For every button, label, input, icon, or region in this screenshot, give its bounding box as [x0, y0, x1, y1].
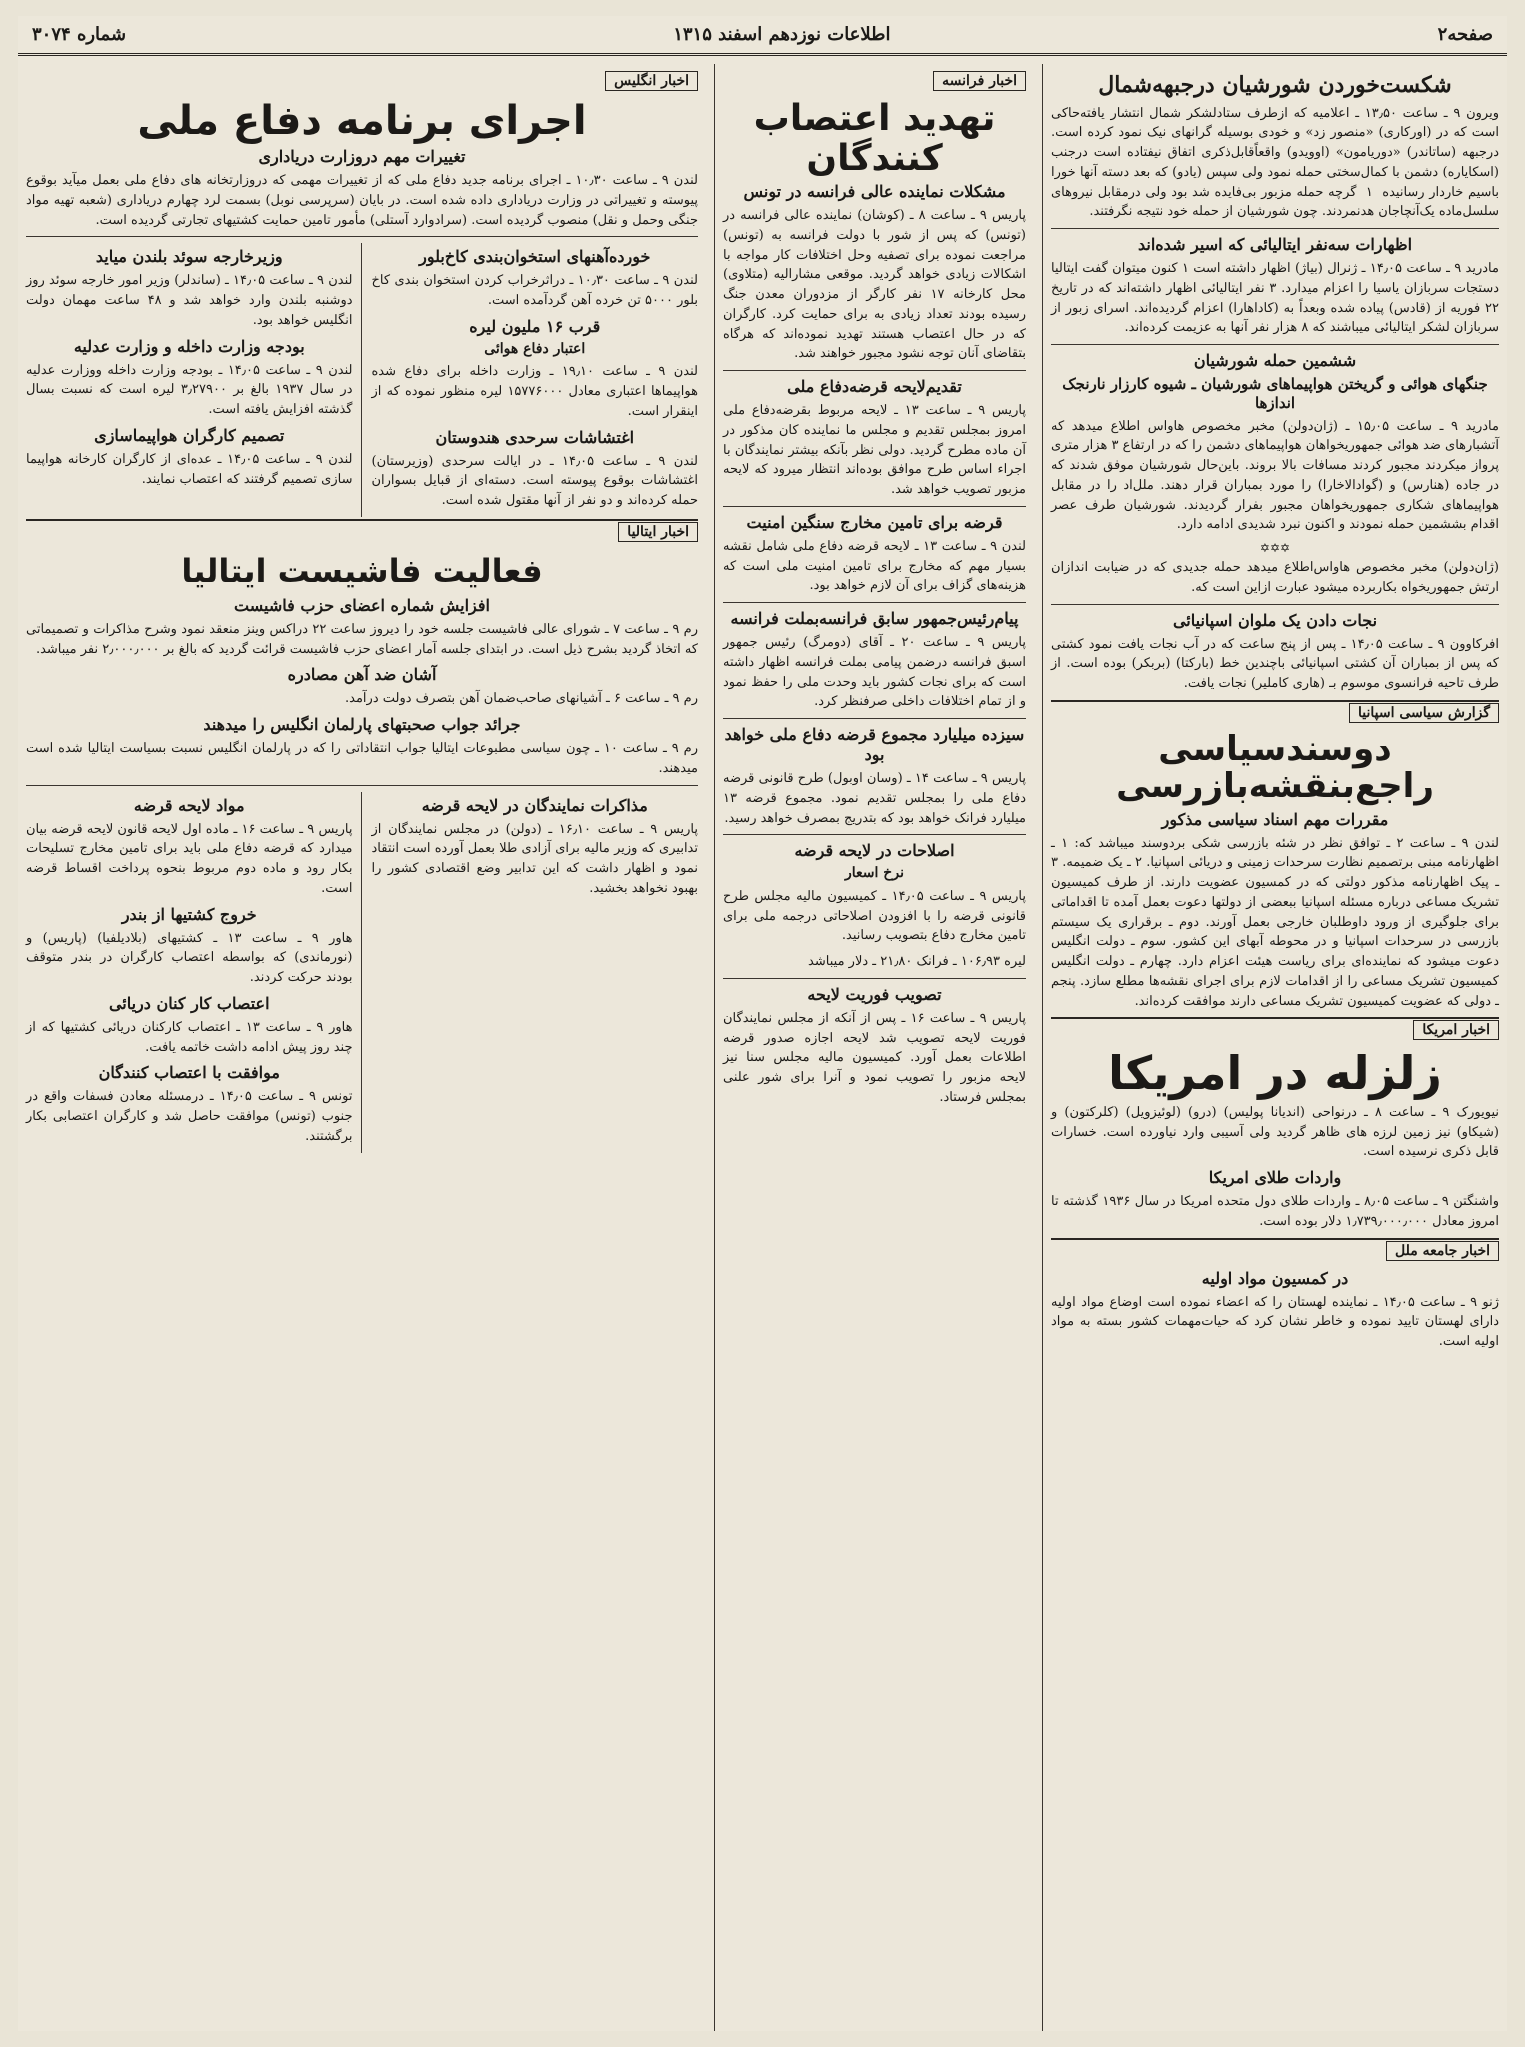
subhead-air-defense: اعتبار دفاع هوائی	[484, 340, 586, 357]
subhead-exchange-rates: نرخ اسعار	[845, 865, 904, 882]
headline-sixteen-million: قرب ۱۶ ملیون لیره	[469, 316, 601, 336]
headline-aircraft-workers: تصمیم کارگران هواپیماسازی	[94, 425, 285, 445]
article-defense-loan: پاریس ۹ ـ ساعت ۱۳ ـ لایحه مربوط بقرضه‌دفاع ملی امروز بمجلس تقدیم و مجلس ما نماینده کان مذکور در آن ماده مطرح گردید. دولی نظر بآنکه بیشتر نمایندگان با اجراء اساس طرح موافق بوده‌اند انتظار میرود که لایحه مزبور تصویب خواهد شد.	[723, 403, 1026, 498]
bottom-subcolumn-right	[372, 792, 699, 1153]
exchange-rates: لیره ۱۰۶٫۹۳ ـ فرانک ۲۱٫۸۰ ـ دلار میباشد	[808, 954, 1026, 970]
section-tag-france: اخبار فرانسه	[933, 71, 1026, 91]
article-urgency-approval: پاریس ۹ ـ ساعت ۱۶ ـ پس از آنکه از مجلس نمایندگان فوریت لایحه تصویب شد لایحه اجازه صدور قرضه اطلاعات بعمل آورد. کمیسیون مالیه مجلس سنا نیز لایحه مزبور را تصویب نمود و آنرا برای شور علنی بمجلس فرستاد.	[723, 1010, 1026, 1105]
article-budget: لندن ۹ ـ ساعت ۱۴٫۰۵ ـ بودجه وزارت داخله ووزارت عدلیه در سال ۱۹۳۷ بالغ بر ۳٫۲۷۹۰۰ لیره است که نسبت بسال گذشته افزایش یافته است.	[26, 362, 353, 417]
headline-budget: بودجه وزارت داخله و وزارت عدلیه	[73, 336, 305, 356]
subhead-tunis: مشکلات نماینده عالی فرانسه در تونس	[743, 182, 1006, 202]
headline-defense-loan: تقدیم‌لایحه قرضه‌دفاع ملی	[787, 377, 962, 397]
masthead	[18, 16, 1507, 56]
headline-gold-imports: واردات طلای امریکا	[1208, 1168, 1342, 1188]
subcolumn-right	[372, 243, 699, 517]
headline-fascist-activity: فعالیت فاشیست ایتالیا	[181, 551, 543, 590]
headline-swedish-minister: وزیرخارجه سوئد بلندن میاید	[95, 247, 283, 267]
newspaper-page	[18, 16, 1507, 2031]
column-left	[18, 64, 706, 2031]
article-defense-program: لندن ۹ ـ ساعت ۱۰٫۳۰ ـ اجرای برنامه جدید دفاع ملی که از تغییرات مهمی که دروزارتخانه های دفاع ملی بعمل میآید بوقوع پیوسته و تغییراتی در وزارت دریاداری داده شده است. در بایان (سرپرسی نوبل) بسمت لرد چهارم دریاداری (شعبه تهیه مواد جنگی وحمل و نقل) منصوب گردیده است. (سرادوارد آستلی) مأمور تامین حمایت کشتیهای تجارتی گردیده است.	[26, 173, 698, 228]
headline-thirteen-billion: سیزده میلیارد مجموع قرضه دفاع ملی خواهد بود	[724, 725, 1025, 765]
two-column-block	[26, 243, 698, 517]
article-security-loan: لندن ۹ ـ ساعت ۱۳ ـ لایحه قرضه دفاع ملی شامل نقشه بسیار مهم که مخارج برای تامین امنیت ملی است که هزینه‌های گزاف برای آن لازم خواهد بود.	[723, 538, 1026, 594]
article-air-defense: لندن ۹ ـ ساعت ۱۹٫۱۰ ـ وزارت داخله برای دفاع شده هواپیماها اعتباری معادل ۱۵۷۷۶۰۰۰ لیره منظور نموده که از اینقرار است.	[371, 364, 699, 419]
headline-security-loan: قرضه برای تامین مخارج سنگین امنیت	[746, 512, 1003, 532]
headline-raw-materials: در کمسیون مواد اولیه	[1201, 1268, 1349, 1288]
subcolumn-left	[26, 243, 362, 517]
bottom-two-column-block	[26, 792, 698, 1153]
section-tag-america: اخبار امریکا	[1413, 1020, 1499, 1040]
column-middle	[714, 64, 1034, 2031]
article-two-documents: لندن ۹ ـ ساعت ۲ ـ توافق نظر در شئه بازرسی شکی بردوسند میباشد که: ۱ ـ اظهارنامه مبنی برتصمیم نظارت سرحدات زمینی و دریائی اسپانیا. ۲ ـ یک ضمیمه. ۳ ـ پیک اظهارنامه مذکور دولتی که در کمسیون عضویت دارند. از طرف کمیسیون تشریک مساعی درباره مسئله اسپانیا ببعضی از دولتها دعوت بعمل آمده تا اقداماتی برای جلوگیری از ورود داوطلبان خارجی بعمل آورند. دوم ـ برقراری یک سیستم بازرسی در سرحدات اسپانیا و در محوطه آبهای این کشور. سوم ـ دولت انگلیس دعوت میشود که نماینده‌ای برای ریاست هیئت اعزام دارد. چهارم ـ دولت انگلیس کمیسیون تشریک مساعی را از اقدامات لازم برای اجرای نقشه‌ها مطلع سازد. پنجم ـ دولی که عضویت کمیسیون تشریک مساعی دارند موافقت کرده‌اند.	[1051, 835, 1499, 1009]
article-thirteen-billion: پاریس ۹ ـ ساعت ۱۴ ـ (وسان اوبول) طرح قانونی قرضه دفاع ملی را بمجلس تقدیم نمود. مجموع قرضه ۱۳ میلیارد فرانک خواهد بود که بتدریج بمصرف خواهد رسید.	[723, 771, 1026, 826]
headline-rebels-defeat: شکست‌خوردن شورشیان درجبهه‌شمال	[1098, 72, 1452, 98]
section-tag-league: اخبار جامعه ملل	[1386, 1241, 1499, 1261]
section-tag-spain: گزارش سیاسی اسپانیا	[1349, 703, 1499, 723]
headline-urgency-approval: تصویب فوریت لایحه	[807, 984, 942, 1004]
article-sailors-strike: هاور ۹ ـ ساعت ۱۳ ـ اعتصاب کارکنان دریائی کشتیها که از چند روز پیش ادامه داشت خاتمه یافت.	[26, 1019, 353, 1055]
bottom-subcolumn-left	[26, 792, 362, 1153]
column-right	[1042, 64, 1507, 2031]
headline-agreement-strikers: موافقت با اعتصاب کنندگان	[98, 1063, 280, 1083]
headline-italian-prisoners: اظهارات سه‌نفر ایتالیائی که اسیر شده‌اند	[1137, 235, 1413, 254]
separator-stars: ✡✡✡	[1259, 541, 1291, 555]
article-loan-negotiations: پاریس ۹ ـ ساعت ۱۶٫۱۰ ـ (دولن) در مجلس نمایندگان از تدابیری که وزیر مالیه برای آزادی طلا بعمل آورده است انتقاد نمود و اظهار داشت که این تدابیر وضع اقتصادی کشور را بهبود نخواهد بخشید.	[371, 821, 698, 896]
section-tag-england: اخبار انگلیس	[605, 71, 698, 91]
subhead-party-members: افزایش شماره اعضای حزب فاشیست	[234, 595, 490, 615]
headline-crystal-palace: خورده‌آهنهای استخوان‌بندی کاخ‌بلور	[419, 247, 651, 267]
headline-defense-program: اجرای برنامه دفاع ملی	[137, 98, 587, 144]
article-aircraft-workers: لندن ۹ ـ ساعت ۱۴٫۰۵ ـ عده‌ای از کارگران کارخانه هواپیما سازی تصمیم گرفتند که اعتصاب نمایند.	[26, 451, 353, 487]
issue-number: شماره ۳۰۷۴	[32, 24, 127, 45]
article-loan-amendments: پاریس ۹ ـ ساعت ۱۴٫۰۵ ـ کمیسیون مالیه مجلس طرح قانونی قرضه را با افزودن اصلاحاتی درجمه ملی برای تامین مخارج دفاع بتصویب رسانید.	[723, 888, 1026, 944]
article-rebels-defeat: ویرون ۹ ـ ساعت ۱۳٫۵۰ ـ اعلامیه که ازطرف ستادلشکر شمال انتشار یافته‌حاکی است که در (اورکاری) «منصور زد» و خودی بوسیله گرانهای نیک نمود کرده است. درجبهه (ساتاندر) «دوریامون» (اوویدو) واقعاًقابل‌ذکری اتفاق نیفتاده است درجنب (اسکایاره) دشمن با کمال‌سختی حمله نمود ولی سپس (یادو) که بعد دسته آنها خورا باسیم خاردار رسانیده ‌ ۱ ‌ گرچه حمله مزبور بی‌فایده شد بود ولی در‌مقابل نیروهای سلسل‌ماده یک‌آنچاجان هدنمردند. چون شورشیان از حمله خود نتیجه نگرفتند.	[1051, 105, 1499, 220]
article-raw-materials: ژنو ۹ ـ ساعت ۱۴٫۰۵ ـ نماینده لهستان را که اعضاء نموده است اوضاع مواد اولیه دارای لهستان تایید نموده و خاطر نشان کرد که حیات‌مهمات کشور بسته به مواد اولیه است.	[1051, 1294, 1499, 1350]
headline-loan-articles: مواد لایحه قرضه	[133, 795, 245, 815]
headline-two-documents: دوسندسیاسی راجع‌بنقشه‌بازرسی	[1116, 728, 1434, 807]
article-india-border: لندن ۹ ـ ساعت ۱۴٫۰۵ ـ در ایالت سرحدی (وزیرستان) اغتشاشات بوقوع پیوسته است. دسته‌ای از قبایل بسواران حمله کرده‌اند و دو نفر از آنها مقتول شده است.	[371, 453, 698, 508]
headline-loan-amendments: اصلاحات در لایحه قرضه	[794, 841, 955, 861]
headline-press-reply: جرائد جواب صحبتهای پارلمان انگلیس را میدهند	[203, 715, 521, 734]
article-italian-prisoners: مادرید ۹ ـ ساعت ۱۴٫۰۵ ـ ژنرال (بیاژ) اظهار داشته است ۱ کنون میتوان گفت ایتالیا دستجات سربازان یاسیا را اعزام میدارد. ۳ نفر ایتالیائی اظهار داشته‌اند که در تاریخ ۲۲ فوریه از (قادس) پیاده شده وبعداً به (کاداهارا) اعزام گردیده‌اند. اسرای زبور از سربازان لشکر ایتالیائی میباشند که ۸ هزار نفر آنها به عزیمت کرده‌اند.	[1051, 261, 1499, 336]
article-swedish-minister: لندن ۹ ـ ساعت ۱۴٫۰۵ ـ (ساندلر) وزیر امور خارجه سوئد روز دوشنبه بلندن وارد خواهد شد و ۴۸ ساعت مهمان دولت انگلیس خواهد بود.	[26, 273, 353, 328]
headline-ex-president: پیام‌رئیس‌جمهور سابق فرانسه‌بملت فرانسه	[730, 609, 1019, 629]
section-tag-italy: اخبار ایتالیا	[618, 522, 698, 542]
headline-sailor-rescue: نجات دادن یک ملوان اسپانیائی	[1172, 610, 1378, 630]
article-strike-threat: پاریس ۹ ـ ساعت ۸ ـ (کوشان) نماینده عالی فرانسه در (تونس) که پس از شور با دولت فرانسه به (تونس) مراجعت نموده برای تصفیه وحل اختلافات کار مواجه با اشکالات زیادی خواهد گردید. موقعی مشاراليه (متلاوی) محل کارخانه ۱۷ نفر کارگر از مزدوران معدن جنگ رسیده بودند تعداد زیادی به برای حمایت کرد. کارگران که در حال اعتصاب هستند تهدید نموده‌اند که هرگاه بتقاضای آنان توجه نشود مجبور خواهند شد.	[723, 208, 1026, 362]
article-agreement-strikers: تونس ۹ ـ ساعت ۱۴٫۰۵ ـ درمسئله معادن فسفات واقع در جنوب (تونس) موافقت حاصل شد و کارگران اعتصابی بکار برگشتند.	[26, 1089, 353, 1144]
headline-india-border: اغتشاشات سرحدی هندوستان	[435, 427, 635, 447]
article-loan-articles: پاریس ۹ ـ ساعت ۱۶ ـ ماده اول لایحه قانون لایحه قرضه بیان میدارد که قرضه دفاع ملی باید برای تامین مخارج تسلیحات بکار رود و ماده دوم مربوط بنحوه پرداخت اقساط قرضه است.	[26, 821, 353, 896]
article-new-attack: (ژان‌دولن) مخبر مخصوص هاواس‌اطلاع میدهد حمله جدیدی که در ضیابت اندازان ارتش جمهوریخواه بکاربرده میشود عبارت ازاین است که.	[1051, 560, 1499, 595]
article-crystal-palace: لندن ۹ ـ ساعت ۱۰٫۳۰ ـ دراثرخراب کردن استخوان بندی کاخ بلور ۵۰۰۰ تن خرده آهن گرد‌آمده است.	[371, 273, 698, 308]
page-label: صفحه۲	[1437, 24, 1493, 45]
headline-iron: آشان ضد آهن مصادره	[287, 665, 437, 685]
article-iron: رم ۹ ـ ساعت ۶ ـ آشیانهای صاحب‌ضمان آهن بتصرف دولت درآمد.	[345, 691, 698, 707]
headline-sixth-attack: ششمین حمله شورشیان	[1193, 351, 1357, 370]
article-press-reply: رم ۹ ـ ساعت ۱۰ ـ چون سیاسی مطبوعات ایتالیا جواب انتقاداتی را که در پارلمان انگلیس نسبت بسیاست ایتالیا شده است میدهند.	[26, 741, 698, 776]
headline-loan-negotiations: مذاکرات نمایندگان در لایحه قرضه	[421, 795, 648, 815]
headline-sailors-strike: اعتصاب کار کنان دریائی	[108, 993, 270, 1013]
headline-earthquake: زلزله در امریکا	[1108, 1046, 1442, 1101]
article-earthquake: نیویورک ۹ ـ ساعت ۸ ـ درنواحی (اندیانا پولیس) (درو) (لوئیزویل) (کلرکتون) و (شیکاو) نیز زمین لرزه های ظاهر گردید ولی آسیبی وارد نیاورده است. خسارات قابل ذکری نرسیده است.	[1051, 1104, 1499, 1160]
article-sixth-attack: مادرید ۹ ـ ساعت ۱۵٫۰۵ ـ (ژان‌دولن) مخبر مخصوص هاواس اطلاع میدهد که آتشبارهای ضد هوائی جمهوریخواهان هواپیماهای دشمن را که در ارتفاع ۳ هزار متری پرواز میکردند مجبور کردند مسافات بالا بروند. باین‌حال شورشیان موفق شدند که در جاده (هنارس) و (گوادالاخارا) را مورد بمباران قرار دهند. ملل‌اد را در مقابل هواپیماهای شکاری جمهوریخواهان مجبور بفرار گردیدند. شورشیان طرف عصر اقدام بششمین حمله نمودند و اکنون نبرد شدیدی ادامه دارد.	[1051, 418, 1499, 533]
article-ships-leave: هاور ۹ ـ ساعت ۱۳ ـ کشتیهای (بلادیلفیا) (پاریس) و (نورماندی) که بواسطه اعتصاب کارگران در بندر متوقف بودند حرکت کردند.	[26, 930, 353, 985]
article-ex-president: پاریس ۹ ـ ساعت ۲۰ ـ آقای (دومرگ) رئیس جمهور اسبق فرانسه درضمن پیامی بملت فرانسه اظهار داشته است که برای نجات کشور باید وحدت ملی را حفظ نمود و از تمام اختلافات داخلی صرفنظر کرد.	[723, 635, 1026, 710]
article-gold-imports: واشنگتن ۹ ـ ساعت ۸٫۰۵ ـ واردات طلای دول متحده امریکا در سال ۱۹۳۶ گذشته تا امروز معادل ۱٫۷۳۹٫۰۰۰٫۰۰۰ دلار بوده است.	[1051, 1194, 1499, 1229]
article-sailor-rescue: افرکاوون ۹ ـ ساعت ۱۴٫۰۵ ـ پس از پنج ساعت که در آب نجات یافت نمود کشتی که پس از بمباران آن کشتی اسپانیائی باچندین خط (بارکتا) (بربکر) بوده است. از طرف تاحیه فرانسوی موسوم بـ (هاری کاملیر) نجات یافت.	[1051, 636, 1499, 691]
headline-strike-threat: تهدید اعتصاب کنندگان	[753, 98, 996, 179]
subhead-air-battles: جنگهای هوائی و گریختن هواپیماهای شورشیان ـ شیوه کارزار نارنجک اندازها	[1062, 375, 1488, 412]
subhead-documents: مقررات مهم اسناد سیاسی مذکور	[1161, 809, 1389, 829]
headline-ships-leave: خروج کشتیها از بندر	[121, 904, 257, 924]
masthead-date: اطلاعات نوزدهم اسفند ۱۳۱۵	[673, 24, 891, 45]
article-fascist-activity: رم ۹ ـ ساعت ۷ ـ شورای عالی فاشیست جلسه خود را دیروز ساعت ۲۲ دراکس وینز منعقد نمود وشرح مذاکرات و تصمیماتی که اتخاذ گردید بشرح ذیل است. در ابتدای جلسه آمار اعضای حزب فاشیست قرائت گردید که بالغ بر ۲٫۰۰۰٫۰۰۰ نفر میباشد.	[26, 621, 698, 657]
subhead-admiralty: تغییرات مهم دروزارت دریاداری	[258, 147, 466, 166]
